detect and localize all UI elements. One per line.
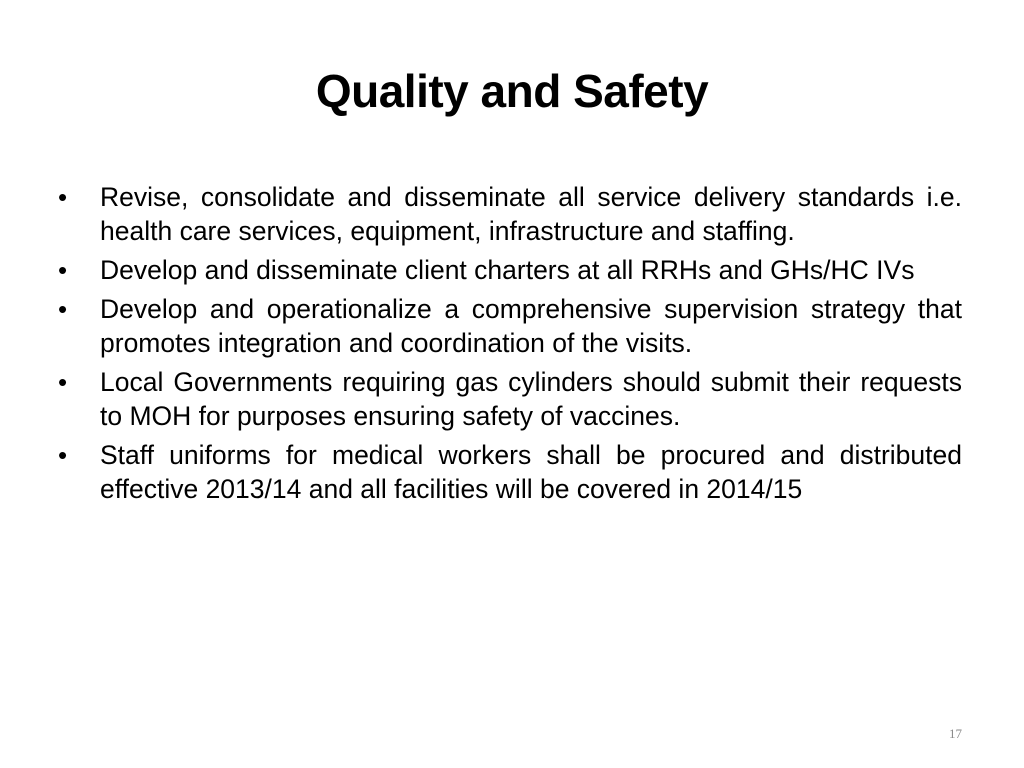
bullet-dot-icon: • xyxy=(58,440,68,470)
bullet-text: Staff uniforms for medical workers shall be procured and distributed effective 2013/14 and all facilities will be covered in 2014/15 xyxy=(100,440,962,504)
bullet-item xyxy=(58,180,962,248)
bullet-item xyxy=(58,365,962,433)
bullet-text: Revise, consolidate and disseminate all service delivery standards i.e. health care services, equipment, infrastructure and staffing. xyxy=(100,182,962,246)
bullet-item xyxy=(58,253,962,287)
bullet-list xyxy=(58,180,962,511)
bullet-dot-icon: • xyxy=(58,182,68,212)
bullet-text: Develop and operationalize a comprehensive supervision strategy that promotes integration and coordination of the visits. xyxy=(100,294,962,358)
slide-title: Quality and Safety xyxy=(315,65,709,117)
bullet-dot-icon: • xyxy=(58,294,68,324)
bullet-text: Local Governments requiring gas cylinders should submit their requests to MOH for purposes ensuring safety of vaccines. xyxy=(100,367,962,431)
bullet-text: Develop and disseminate client charters at all RRHs and GHs/HC IVs xyxy=(100,255,915,285)
bullet-item xyxy=(58,292,962,360)
bullet-dot-icon: • xyxy=(58,255,68,285)
bullet-item xyxy=(58,438,962,506)
bullet-dot-icon: • xyxy=(58,367,68,397)
page-number: 17 xyxy=(949,726,962,741)
